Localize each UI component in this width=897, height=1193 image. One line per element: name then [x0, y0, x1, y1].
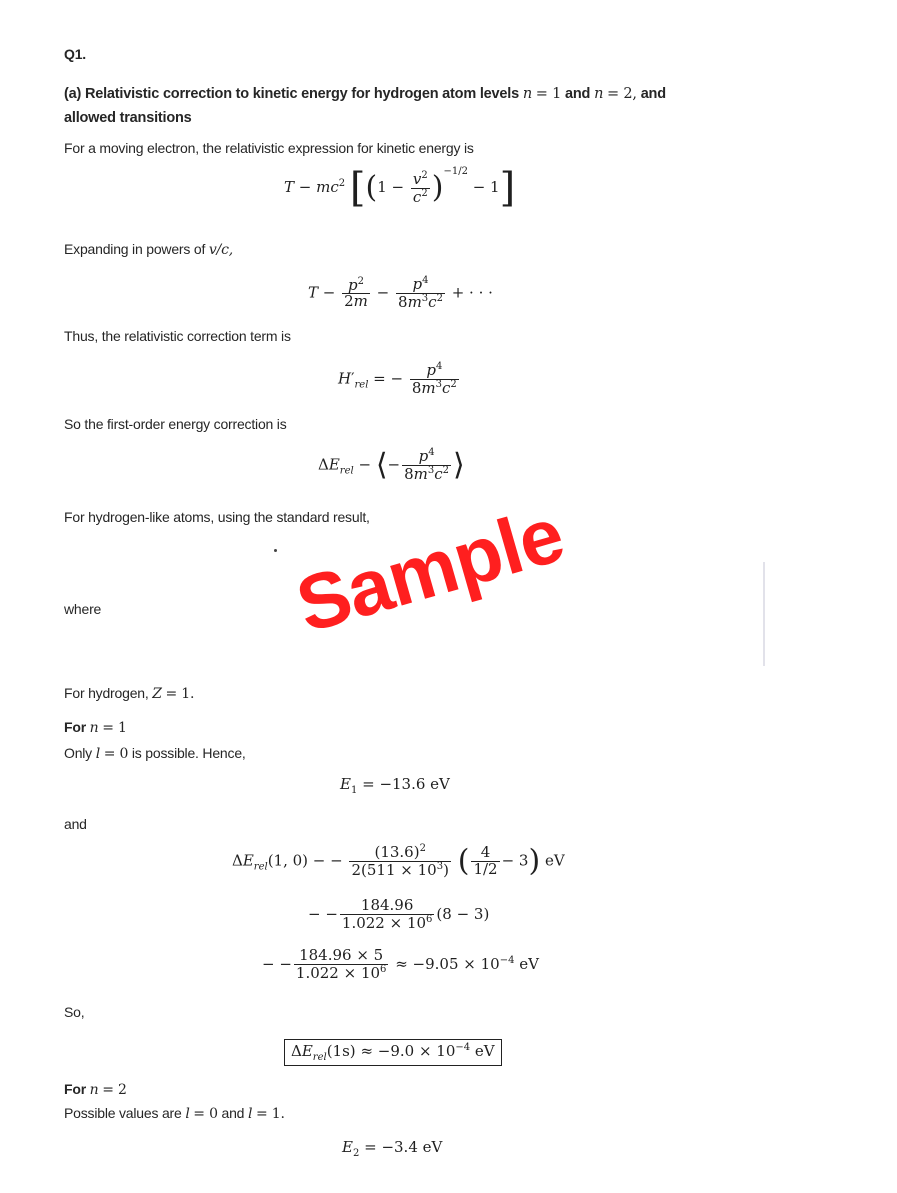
equation-kinetic-relativistic: $T - mc^2$ [(1 − $\frac{v^2}{c^2}$ )$^{-1/2}$ − 1] — [284, 165, 516, 211]
case-n1-for: For — [64, 719, 86, 735]
heading-var-n2: n — [594, 86, 604, 102]
heading-and: and — [565, 86, 591, 102]
page-edge-line — [763, 562, 765, 666]
paragraph-so: So, — [64, 1004, 85, 1020]
poss-eq2: = 1. — [255, 1106, 285, 1122]
expanding-var: v/c, — [208, 242, 233, 258]
calc-unit-ev: eV — [544, 851, 565, 870]
poss-var-l2: l — [247, 1106, 253, 1122]
e2-value: = −3.4 eV — [364, 1138, 443, 1156]
heading-and2: and — [640, 86, 666, 102]
equation-hamiltonian-rel: $H'_{rel}$ = − $\frac{p^4}{8m^3c^2}$ — [338, 361, 457, 397]
poss-eq1: = 0 — [193, 1106, 218, 1122]
equation-energy-correction: $\Delta E_{rel}$ − ⟨− $\frac{p^4}{8m^3c^2}$ ⟩ — [318, 447, 465, 483]
paragraph-correction-term: Thus, the relativistic correction term is — [64, 328, 291, 344]
equation-calc-line1: $\Delta E_{rel}(1$, 0) − − $\frac{(13.6)^2}{2(511 \times 10^3)}$ ( $\frac{4}{1/2}$ − 3) eV — [232, 843, 565, 879]
calc-lhs-args: (1, 0) — [267, 851, 309, 870]
calc3-tail: ≈ −9.05 × 10 — [395, 954, 500, 973]
hydrogen-var-z: Z — [152, 686, 162, 702]
case-n2-heading — [64, 1081, 127, 1098]
paragraph-only-l0 — [64, 745, 246, 762]
paragraph-possible-l — [64, 1105, 285, 1122]
sample-watermark: Sample — [287, 489, 573, 650]
paragraph-first-order: So the first-order energy correction is — [64, 416, 287, 432]
equation-e1: $E_1 = -13.6$ eV — [340, 775, 450, 796]
calc2-tail: (8 − 3) — [436, 904, 490, 923]
case-n2-var: n — [89, 1082, 99, 1098]
boxed-value: ≈ −9.0 × 10 — [360, 1042, 456, 1060]
case-n2-for: For — [64, 1081, 86, 1097]
question-label: Q1. — [64, 46, 86, 62]
only-text: Only — [64, 745, 92, 761]
case-n1-var: n — [89, 720, 99, 736]
calc3-num: 184.96 × 5 — [294, 948, 389, 965]
calc2-num: 184.96 — [340, 898, 435, 915]
equation-e2: $E_2 = -3.4$ eV — [342, 1138, 443, 1159]
boxed-arg: (1s) — [326, 1042, 356, 1060]
poss-text: Possible values are — [64, 1105, 182, 1121]
boxed-exp: −4 — [455, 1042, 471, 1053]
equation-calc-line3: − − $\frac{184.96 \times 5}{1.022 \times 10^6}$ ≈ $-9.05 \times 10^{-4}$ eV — [262, 946, 539, 982]
case-n1-eq: = 1 — [102, 720, 127, 736]
stray-dot — [274, 549, 277, 552]
only-post: is possible. Hence, — [131, 745, 246, 761]
section-heading — [64, 86, 666, 102]
paragraph-hydrogen-like: For hydrogen-like atoms, using the standard result, — [64, 509, 370, 525]
calc-den2: 1/2 — [473, 859, 498, 878]
section-heading-line2: allowed transitions — [64, 110, 192, 126]
only-eq: = 0 — [103, 746, 129, 762]
equation-boxed-result: $\Delta E_{rel}(1s) \approx -9.0 \times 10^{-4}$ eV — [284, 1039, 502, 1066]
only-var-l: l — [95, 746, 100, 762]
case-n1-heading — [64, 719, 127, 736]
case-n2-eq: = 2 — [102, 1082, 127, 1098]
calc2-den: 1.022 × 10 — [341, 913, 427, 932]
calc-den1: 2(511 × 10 — [351, 860, 437, 879]
heading-text: (a) Relativistic correction to kinetic energy for hydrogen atom levels — [64, 86, 519, 102]
calc-num1: (13.6) — [374, 843, 420, 861]
heading-eq1: = 1 — [535, 86, 562, 102]
heading-eq2: = 2, — [607, 86, 637, 102]
paragraph-expanding — [64, 241, 233, 258]
paragraph-intro: For a moving electron, the relativistic expression for kinetic energy is — [64, 140, 474, 156]
paragraph-hydrogen-z — [64, 685, 194, 702]
hydrogen-eq: = 1. — [165, 686, 195, 702]
paragraph-and: and — [64, 816, 87, 832]
calc3-den: 1.022 × 10 — [295, 963, 381, 982]
equation-kinetic-expansion: T − $\frac{p^2}{2m}$ − $\frac{p^4}{8m^3c^2}$ + · · · — [308, 275, 493, 311]
paragraph-where: where — [64, 601, 102, 617]
calc-minus3: − 3 — [501, 851, 529, 870]
calc-num2: 4 — [471, 845, 499, 862]
equation-calc-line2: − − $\frac{184.96}{1.022 \times 10^6}$ (8 − 3) — [308, 896, 490, 932]
expanding-text: Expanding in powers of — [64, 241, 206, 257]
hydrogen-text: For hydrogen, — [64, 685, 149, 701]
calc3-exp: −4 — [499, 954, 515, 966]
e1-value: = −13.6 eV — [362, 775, 450, 793]
poss-var-l1: l — [185, 1106, 190, 1122]
heading-var-n1: n — [522, 86, 532, 102]
poss-and: and — [221, 1105, 245, 1121]
